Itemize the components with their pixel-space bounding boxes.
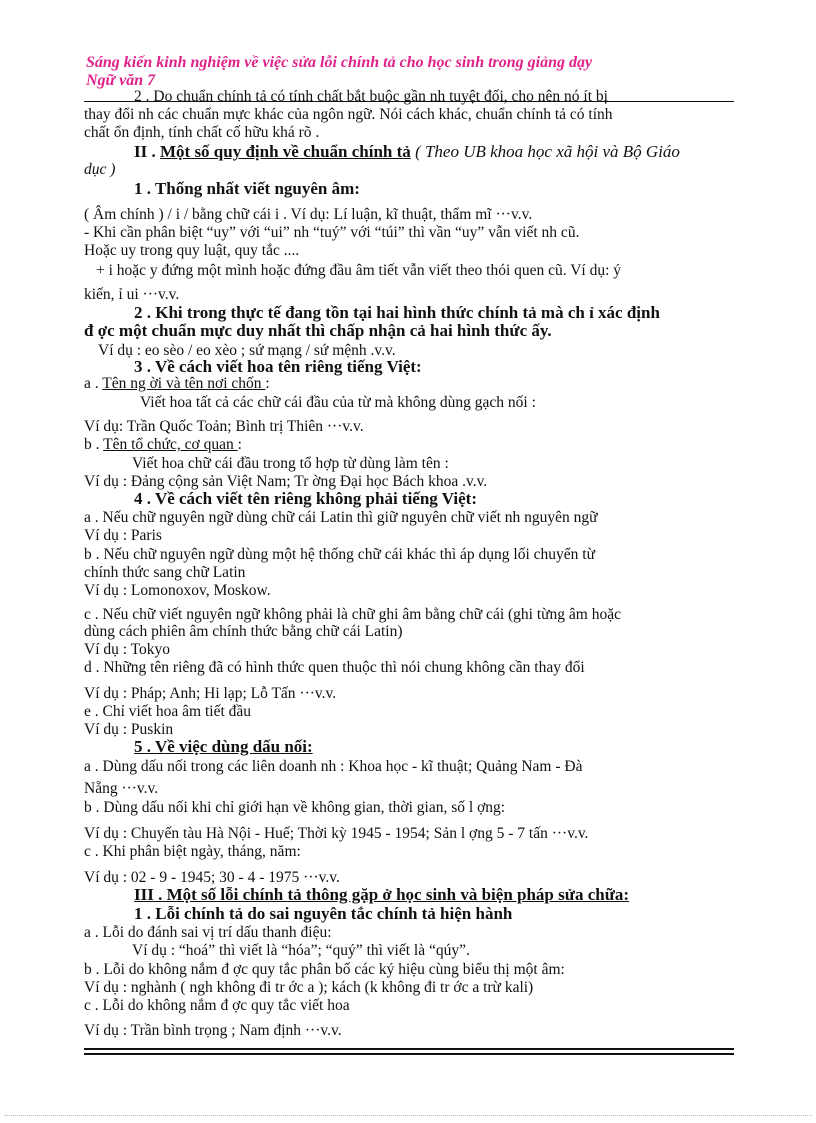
footer-rule-bottom	[84, 1053, 734, 1055]
text-line: Viết hoa tất cả các chữ cái đầu của từ mà không dùng gạch nối :	[140, 394, 536, 411]
text-line: Ví dụ : Chuyến tàu Hà Nội - Huế; Thời kỳ 1945 - 1954; Sản l ợng 5 - 7 tấn ···v.v.	[84, 825, 589, 842]
item-colon: :	[265, 375, 270, 392]
subheading-1: 1 . Thống nhất viết nguyên âm:	[134, 179, 360, 198]
text-line: b . Nếu chữ nguyên ngữ dùng một hệ thống chữ cái khác thì áp dụng lối chuyển từ	[84, 546, 595, 563]
text-line: Nẵng ···v.v.	[84, 780, 159, 797]
text-line: c . Nếu chữ viết nguyên ngữ không phải là chữ ghi âm bằng chữ cái (ghi từng âm hoặc	[84, 606, 621, 623]
text-line: e . Chỉ viết hoa âm tiết đầu	[84, 703, 252, 720]
subheading-5: 5 . Về việc dùng dấu nối:	[134, 737, 313, 756]
text-line: Ví dụ : nghành ( ngh không đi tr ớc a ); kách (k không đi tr ớc a trừ kali)	[84, 979, 534, 996]
text-line: Ví dụ : eo sèo / eo xèo ; sứ mạng / sứ mệnh .v.v.	[98, 342, 396, 359]
text-line: a . Lỗi do đánh sai vị trí dấu thanh điệu:	[84, 924, 332, 941]
text-line: b . Lỗi do không nắm đ ợc quy tắc phân bố các ký hiệu cùng biểu thị một âm:	[84, 961, 565, 978]
text-line: 2 . Do chuẩn chính tả có tính chất bắt buộc gần nh tuyệt đối, cho nên nó ít bị	[134, 88, 608, 105]
subheading-2-cont: đ ợc một chuẩn mực duy nhất thì chấp nhận cả hai hình thức ấy.	[84, 321, 552, 340]
text-line: ( Âm chính ) / i / bằng chữ cái i . Ví dụ: Lí luận, kĩ thuật, thẩm mĩ ···v.v.	[84, 206, 533, 223]
section-number: II .	[134, 142, 160, 161]
text-line: Hoặc uy trong quy luật, quy tắc ....	[84, 242, 300, 259]
text-line: - Khi cần phân biệt “uy” với “ui” nh “tuý” với “túi” thì vần “uy” vẫn viết nh cũ.	[84, 224, 580, 241]
text-line: dùng cách phiên âm chính thức bằng chữ cái Latin)	[84, 623, 403, 640]
footer-rule-top	[84, 1048, 734, 1050]
text-line	[84, 375, 270, 393]
text-line: Ví dụ : Đảng cộng sản Việt Nam; Tr ờng Đại học Bách khoa .v.v.	[84, 473, 488, 490]
text-line: d . Những tên riêng đã có hình thức quen thuộc thì nói chung không cần thay đổi	[84, 659, 585, 676]
text-line: Ví dụ : Pháp; Anh; Hi lạp; Lỗ Tấn ···v.v.	[84, 685, 337, 702]
text-line: Ví dụ : Lomonoxov, Moskow.	[84, 582, 271, 599]
item-marker: a .	[84, 375, 103, 392]
text-line: thay đổi nh các chuẩn mực khác của ngôn ngữ. Nói cách khác, chuẩn chính tả có tính	[84, 106, 613, 123]
section-title: Một số quy định về chuẩn chính tả	[159, 142, 411, 161]
item-title: Tên ng ời và tên nơi chốn	[102, 375, 266, 392]
section-heading-iii: III . Một số lỗi chính tả thông gặp ở học sinh và biện pháp sửa chữa:	[134, 885, 630, 904]
text-line: Ví dụ : Trần bình trọng ; Nam định ···v.v.	[84, 1022, 342, 1039]
text-line: a . Nếu chữ nguyên ngữ dùng chữ cái Latin thì giữ nguyên chữ viết nh nguyên ngữ	[84, 509, 598, 526]
running-header	[86, 54, 736, 90]
text-line: c . Lỗi do không nắm đ ợc quy tắc viết hoa	[84, 997, 350, 1014]
text-line: c . Khi phân biệt ngày, tháng, năm:	[84, 843, 301, 860]
text-line: a . Dùng dấu nối trong các liên doanh nh : Khoa học - kĩ thuật; Quảng Nam - Đà	[84, 758, 583, 775]
section-note-cont: dục )	[84, 161, 116, 178]
subheading-2: 2 . Khi trong thực tế đang tồn tại hai hình thức chính tả mà ch ỉ xác định	[134, 303, 660, 322]
text-line: Ví dụ : 02 - 9 - 1945; 30 - 4 - 1975 ···v.v.	[84, 869, 340, 886]
text-line: + i hoặc y đứng một mình hoặc đứng đầu âm tiết vẫn viết theo thói quen cũ. Ví dụ: ý	[96, 262, 622, 279]
text-line: Ví dụ : Paris	[84, 527, 162, 544]
page-border-dotted	[4, 1115, 812, 1116]
section-heading-ii	[134, 143, 680, 161]
text-line: chất ổn định, tính chất cố hữu khá rõ .	[84, 124, 320, 141]
item-colon: :	[237, 436, 242, 453]
item-marker: b .	[84, 436, 104, 453]
text-line: Ví dụ : Puskin	[84, 721, 174, 738]
subheading-4: 4 . Về cách viết tên riêng không phải tiếng Việt:	[134, 489, 477, 508]
header-line-1: Sáng kiến kinh nghiệm về việc sửa lỗi chính tả cho học sinh trong giảng dạy	[86, 54, 593, 71]
item-title: Tên tổ chức, cơ quan	[103, 436, 238, 453]
text-line	[84, 436, 242, 454]
text-line: Ví dụ : Tokyo	[84, 641, 171, 658]
text-line: Viết hoa chữ cái đầu trong tổ hợp từ dùng làm tên :	[132, 455, 449, 472]
text-line: Ví dụ : “hoá” thì viết là “hóa”; “quý” thì viết là “qúy”.	[132, 942, 470, 959]
subheading-3: 3 . Về cách viết hoa tên riêng tiếng Việt:	[134, 357, 422, 376]
text-line: b . Dùng dấu nối khi chỉ giới hạn về không gian, thời gian, số l ợng:	[84, 799, 506, 816]
header-line-2: Ngữ văn 7	[86, 72, 156, 89]
text-line: kiến, ỉ ui ···v.v.	[84, 286, 180, 303]
section-note: ( Theo UB khoa học xã hội và Bộ Giáo	[410, 142, 680, 161]
subheading-iii-1: 1 . Lỗi chính tả do sai nguyên tắc chính tả hiện hành	[134, 904, 513, 923]
text-line: chính thức sang chữ Latin	[84, 564, 246, 581]
text-line: Ví dụ: Trần Quốc Toản; Bình trị Thiên ···v.v.	[84, 418, 364, 435]
